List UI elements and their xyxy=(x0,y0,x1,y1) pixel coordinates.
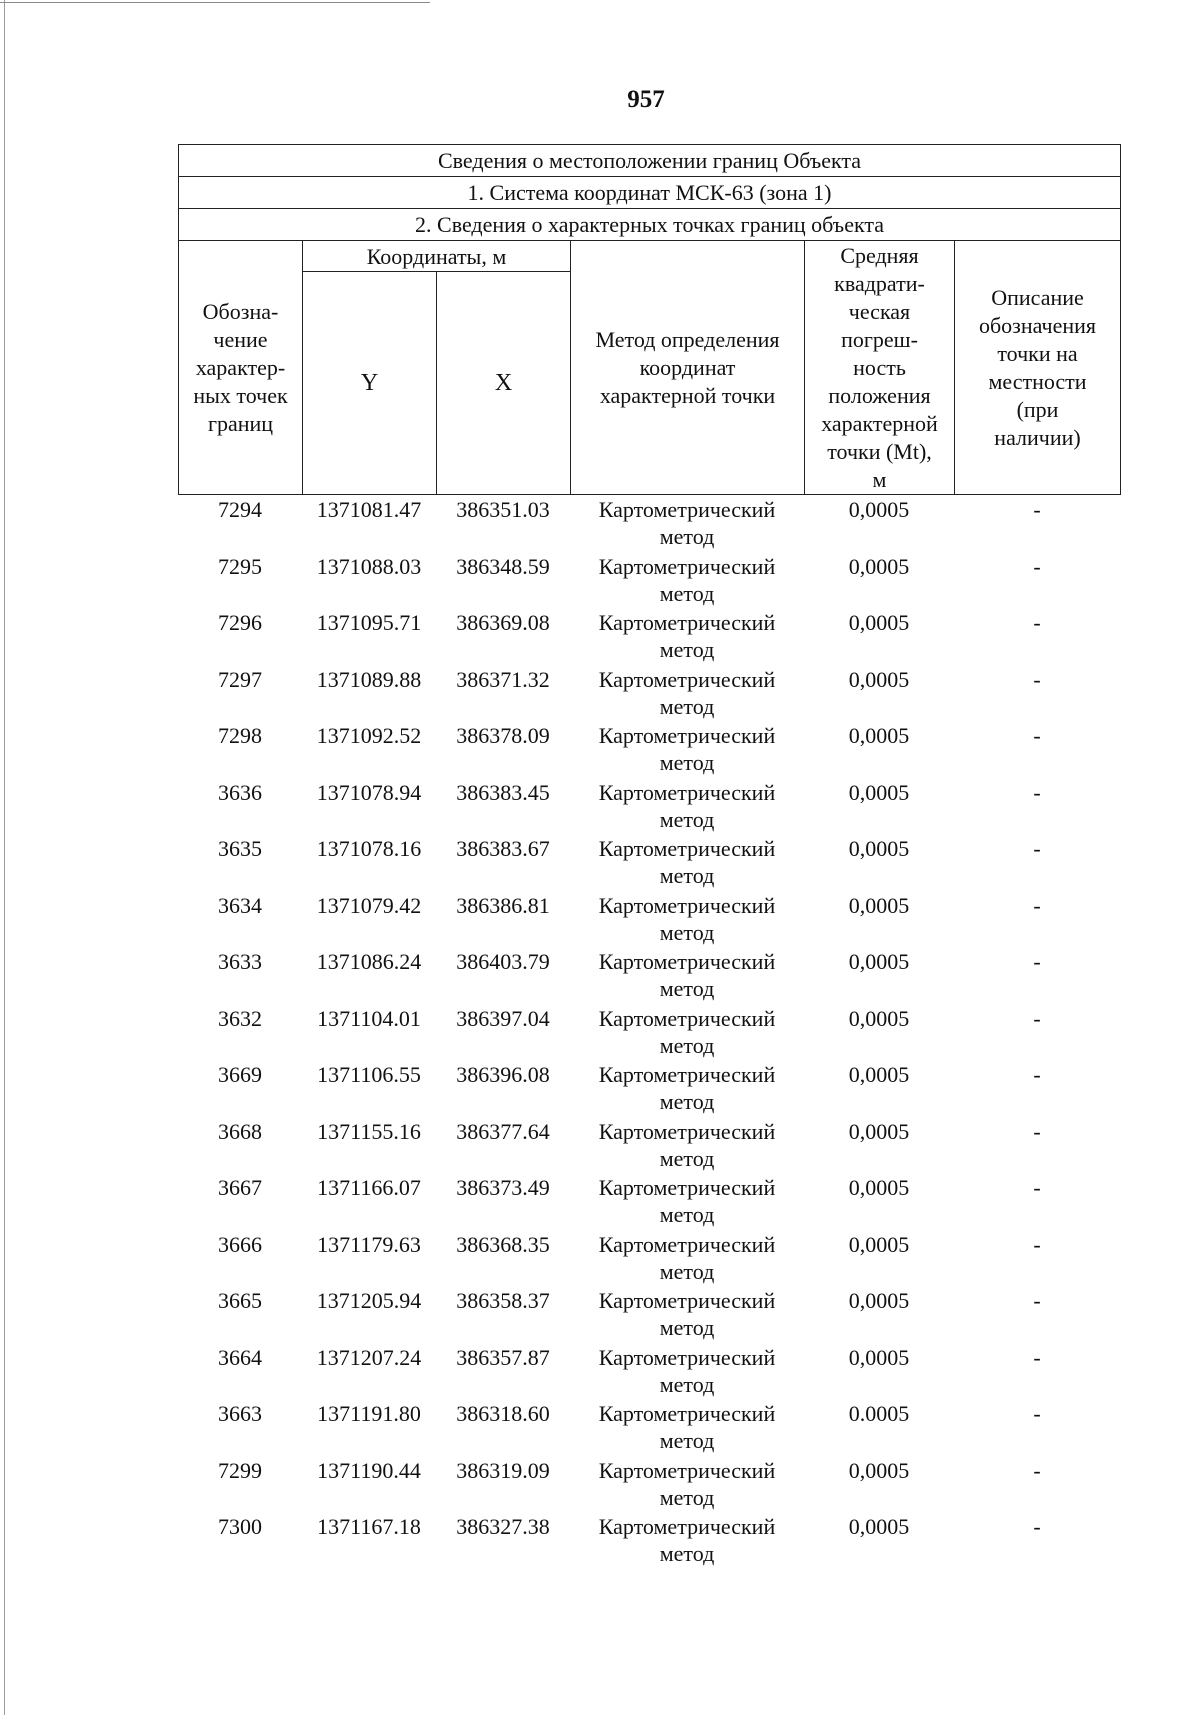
cell-desc: - xyxy=(1033,723,1041,748)
cell-method: Картометрический метод xyxy=(598,723,776,775)
cell-desc: - xyxy=(1033,1457,1041,1483)
header-table xyxy=(178,144,1121,495)
cell-x: 386319.09 xyxy=(456,1457,550,1483)
cell-desc: - xyxy=(1033,610,1041,635)
table-row xyxy=(178,1174,1120,1231)
cell-y: 1371104.01 xyxy=(317,1005,421,1031)
cell-desc: - xyxy=(1033,1062,1041,1087)
cell-point: 3633 xyxy=(218,949,262,974)
cell-desc: - xyxy=(1033,497,1041,522)
cell-x: 386383.67 xyxy=(456,836,550,861)
cell-x: 386357.87 xyxy=(456,1344,550,1370)
cell-desc: - xyxy=(1033,1514,1041,1539)
cell-y: 1371190.44 xyxy=(317,1457,421,1483)
cell-desc: - xyxy=(1033,1231,1041,1257)
cell-point: 7296 xyxy=(218,610,262,635)
table-row xyxy=(178,1457,1120,1514)
cell-y: 1371167.18 xyxy=(317,1514,421,1539)
cell-y: 1371079.42 xyxy=(316,892,422,918)
cell-point: 7297 xyxy=(218,666,262,692)
cell-x: 386351.03 xyxy=(456,497,550,522)
cell-method: Картометрический метод xyxy=(598,666,776,719)
cell-error: 0,0005 xyxy=(848,723,910,748)
cell-method: Картометрический метод xyxy=(598,1005,776,1058)
cell-x: 386368.35 xyxy=(456,1231,550,1257)
cell-method: Картометрический метод xyxy=(598,779,776,832)
cell-error: 0,0005 xyxy=(848,1231,910,1257)
cell-y: 1371191.80 xyxy=(317,1401,421,1426)
points-section-heading: 2. Сведения о характерных точках границ объекта xyxy=(179,209,1121,241)
cell-desc: - xyxy=(1033,1005,1041,1031)
col-method-text: Метод определения координат характерной точки xyxy=(595,326,780,408)
cell-y: 1371081.47 xyxy=(316,497,422,522)
cell-point: 3667 xyxy=(218,1175,262,1200)
table-row xyxy=(178,496,1120,553)
cell-y: 1371095.71 xyxy=(316,610,422,635)
col-description-text: Описание обозначения точки на местности (при наличии) xyxy=(978,284,1097,450)
cell-method: Картометрический метод xyxy=(598,836,776,888)
cell-y: 1371078.16 xyxy=(316,836,422,861)
col-description xyxy=(955,241,1121,495)
cell-y: 1371089.88 xyxy=(316,666,422,692)
cell-method: Картометрический метод xyxy=(598,497,776,549)
cell-method: Картометрический метод xyxy=(598,1175,776,1227)
cell-method: Картометрический метод xyxy=(598,1514,776,1566)
cell-y: 1371078.94 xyxy=(316,779,422,805)
cell-error: 0,0005 xyxy=(848,1288,910,1313)
cell-x: 386377.64 xyxy=(456,1118,550,1144)
col-x: X xyxy=(437,272,571,495)
page-number: 957 xyxy=(627,86,665,113)
cell-y: 1371179.63 xyxy=(317,1231,421,1257)
cell-method: Картометрический метод xyxy=(598,1062,776,1114)
cell-desc: - xyxy=(1033,779,1041,805)
cell-method: Картометрический метод xyxy=(598,553,776,606)
cell-point: 7298 xyxy=(218,723,262,748)
cell-method: Картометрический метод xyxy=(598,1344,776,1397)
cell-error: 0,0005 xyxy=(848,949,910,974)
cell-point: 7295 xyxy=(218,553,262,579)
cell-error: 0,0005 xyxy=(848,779,910,805)
table-row xyxy=(178,892,1120,949)
cell-error: 0,0005 xyxy=(848,892,910,918)
cell-x: 386373.49 xyxy=(456,1175,550,1200)
col-point-designation xyxy=(179,241,303,495)
cell-method: Картометрический метод xyxy=(598,1288,776,1340)
cell-y: 1371106.55 xyxy=(317,1062,421,1087)
cell-y: 1371166.07 xyxy=(317,1175,421,1200)
cell-x: 386358.37 xyxy=(456,1288,550,1313)
cell-desc: - xyxy=(1033,1288,1041,1313)
cell-desc: - xyxy=(1033,1401,1041,1426)
cell-y: 1371205.94 xyxy=(316,1288,422,1313)
cell-method: Картометрический метод xyxy=(598,1118,776,1171)
cell-point: 3635 xyxy=(218,836,262,861)
cell-x: 386327.38 xyxy=(456,1514,550,1539)
table-row xyxy=(178,553,1120,610)
cell-error: 0,0005 xyxy=(848,1175,910,1200)
cell-point: 7300 xyxy=(218,1514,262,1539)
cell-method: Картометрический метод xyxy=(598,610,776,662)
cell-desc: - xyxy=(1033,1344,1041,1370)
cell-y: 1371086.24 xyxy=(316,949,422,974)
cell-error: 0.0005 xyxy=(848,1401,910,1426)
cell-error: 0,0005 xyxy=(848,1005,910,1031)
cell-point: 3632 xyxy=(218,1005,262,1031)
cell-method: Картометрический метод xyxy=(598,1401,776,1453)
table-row xyxy=(178,948,1120,1005)
cell-x: 386371.32 xyxy=(456,666,550,692)
cell-point: 3665 xyxy=(218,1288,262,1313)
cell-method: Картометрический метод xyxy=(598,949,776,1001)
table-row xyxy=(178,835,1120,892)
cell-x: 386369.08 xyxy=(456,610,550,635)
col-error-text: Средняя квадрати- ческая погреш- ность положения характерной точки (Mt), м xyxy=(821,242,938,492)
cell-desc: - xyxy=(1033,1175,1041,1200)
cell-x: 386403.79 xyxy=(456,949,550,974)
cell-error: 0,0005 xyxy=(848,1344,910,1370)
cell-point: 3664 xyxy=(218,1344,262,1370)
cell-method: Картометрический метод xyxy=(598,1231,776,1284)
cell-x: 386386.81 xyxy=(456,892,550,918)
cell-error: 0,0005 xyxy=(848,1118,910,1144)
cell-error: 0,0005 xyxy=(848,553,910,579)
cell-desc: - xyxy=(1033,836,1041,861)
table-row xyxy=(178,1287,1120,1344)
cell-y: 1371092.52 xyxy=(316,723,422,748)
cell-x: 386318.60 xyxy=(456,1401,550,1426)
col-error xyxy=(805,241,955,495)
cell-desc: - xyxy=(1033,553,1041,579)
cell-point: 7299 xyxy=(218,1457,262,1483)
cell-error: 0,0005 xyxy=(848,497,910,522)
cell-point: 3636 xyxy=(218,779,262,805)
cell-point: 3668 xyxy=(218,1118,262,1144)
cell-x: 386383.45 xyxy=(456,779,550,805)
cell-point: 3666 xyxy=(218,1231,262,1257)
cell-desc: - xyxy=(1033,949,1041,974)
cell-desc: - xyxy=(1033,1118,1041,1144)
coordinate-system-heading: 1. Система координат МСК-63 (зона 1) xyxy=(179,177,1121,209)
cell-point: 3634 xyxy=(218,892,262,918)
data-rows xyxy=(178,496,1120,1570)
cell-x: 386397.04 xyxy=(456,1005,550,1031)
table-row xyxy=(178,1061,1120,1118)
cell-desc: - xyxy=(1033,666,1041,692)
cell-error: 0,0005 xyxy=(848,1457,910,1483)
cell-desc: - xyxy=(1033,892,1041,918)
cell-y: 1371155.16 xyxy=(317,1118,421,1144)
col-coordinates: Координаты, м xyxy=(303,241,571,272)
col-point-designation-text: Обозна- чение характер- ных точек границ xyxy=(193,298,288,436)
cell-x: 386378.09 xyxy=(456,723,550,748)
cell-error: 0,0005 xyxy=(848,1062,910,1087)
cell-point: 7294 xyxy=(218,497,262,522)
table-row xyxy=(178,1344,1120,1401)
col-method xyxy=(571,241,805,495)
cell-error: 0,0005 xyxy=(848,610,910,635)
scan-edge-top xyxy=(0,2,430,3)
cell-error: 0,0005 xyxy=(848,836,910,861)
table-row xyxy=(178,1400,1120,1457)
cell-y: 1371088.03 xyxy=(316,553,422,579)
cell-x: 386348.59 xyxy=(456,553,550,579)
cell-error: 0,0005 xyxy=(848,1514,910,1539)
table-row xyxy=(178,722,1120,779)
col-y: Y xyxy=(303,272,437,495)
table-row xyxy=(178,1231,1120,1288)
table-title: Сведения о местоположении границ Объекта xyxy=(179,145,1121,177)
cell-point: 3663 xyxy=(218,1401,262,1426)
cell-method: Картометрический метод xyxy=(598,892,776,945)
cell-error: 0,0005 xyxy=(848,666,910,692)
table-row xyxy=(178,1118,1120,1175)
cell-point: 3669 xyxy=(218,1062,262,1087)
scan-edge-left xyxy=(4,0,5,1715)
table-row xyxy=(178,609,1120,666)
table-row xyxy=(178,666,1120,723)
table-row xyxy=(178,1513,1120,1570)
cell-y: 1371207.24 xyxy=(316,1344,422,1370)
table-row xyxy=(178,1005,1120,1062)
cell-x: 386396.08 xyxy=(456,1062,550,1087)
cell-method: Картометрический метод xyxy=(598,1457,776,1510)
table-row xyxy=(178,779,1120,836)
